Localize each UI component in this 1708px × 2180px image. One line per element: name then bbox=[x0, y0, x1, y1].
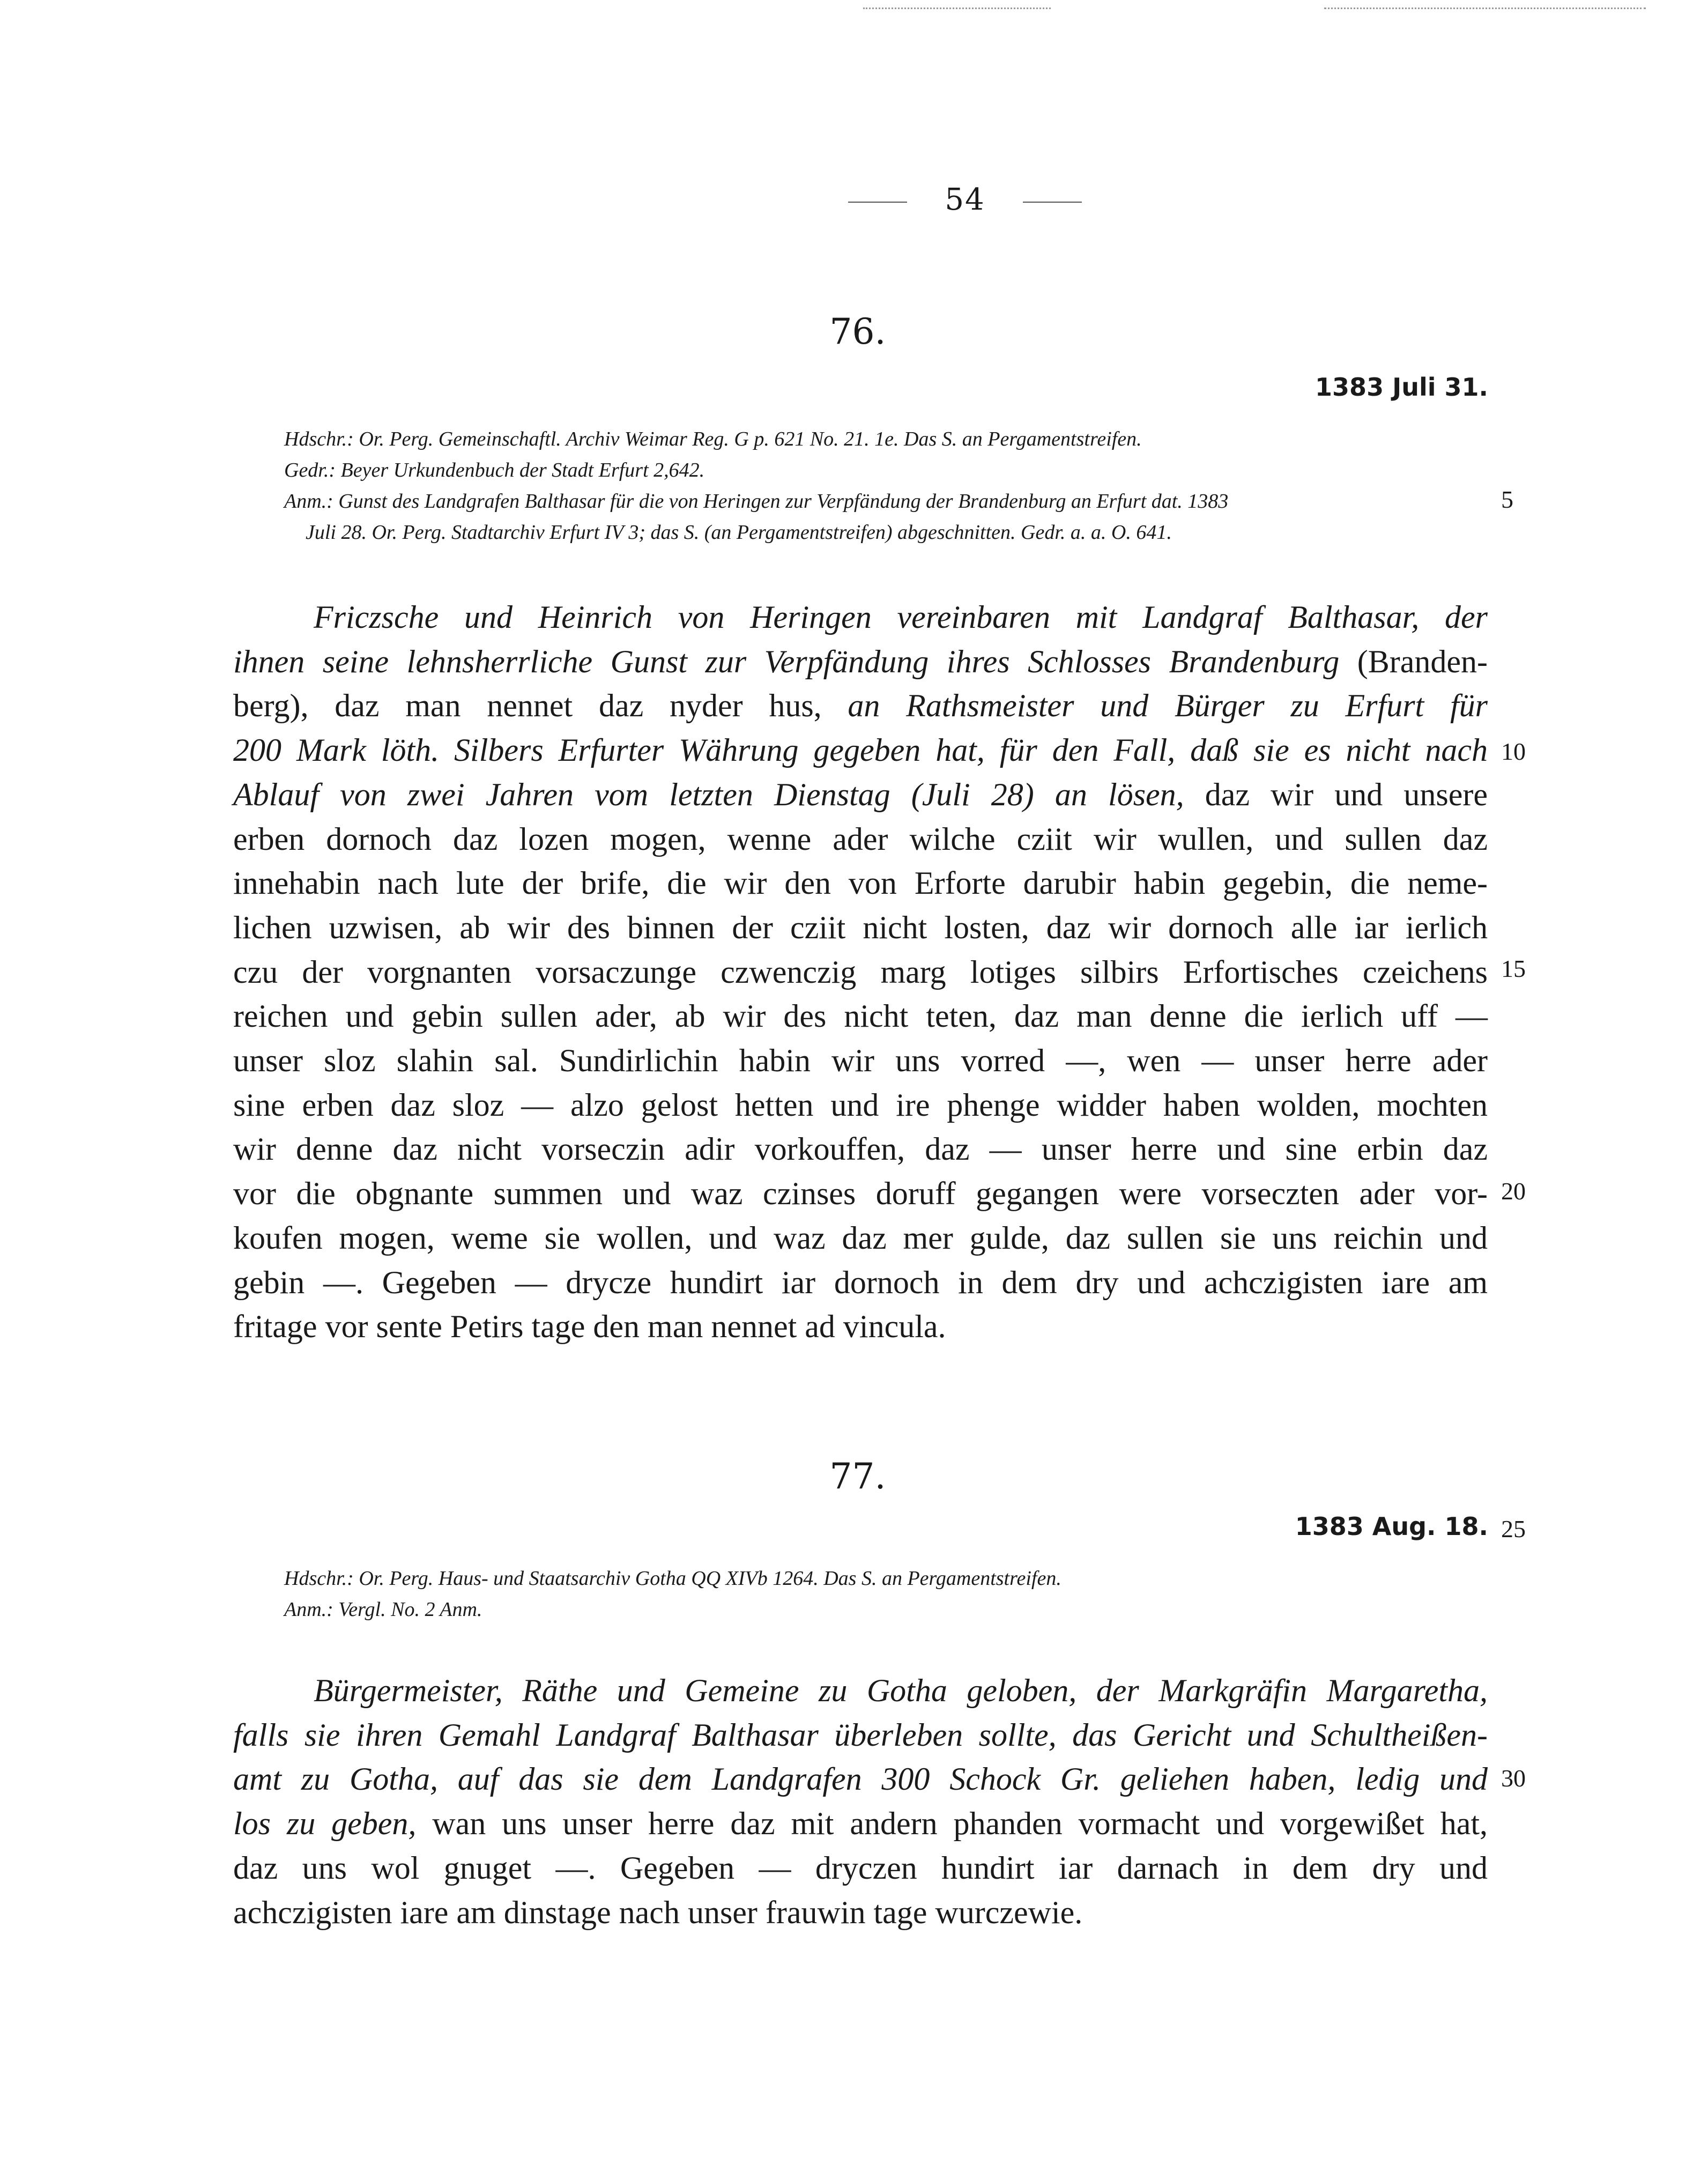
document-text bbox=[233, 595, 1488, 1349]
text-line bbox=[233, 861, 1488, 906]
source-text: wir denne daz nicht vorseczin adir vorkouffen, daz — unser herre und sine erbin daz bbox=[233, 1131, 1488, 1167]
apparatus-line: Hdschr.: Or. Perg. Haus- und Staatsarchiv Gotha QQ XIVb 1264. Das S. an Pergamentstreifen. bbox=[284, 1567, 1061, 1590]
apparatus-line: Gedr.: Beyer Urkundenbuch der Stadt Erfurt 2,642. bbox=[284, 459, 705, 481]
text-line bbox=[233, 1890, 1488, 1935]
source-text: erben dornoch daz lozen mogen, wenne ader wilche cziit wir wullen, und sullen daz bbox=[233, 821, 1488, 857]
text-line bbox=[233, 684, 1488, 728]
source-text: wan uns unser herre daz mit andern phanden vormacht und vorgewißet hat, bbox=[416, 1806, 1488, 1842]
summary-text: Bürgermeister, Räthe und Gemeine zu Gotha geloben, der Markgräfin Margaretha, bbox=[314, 1673, 1488, 1708]
source-text: reichen und gebin sullen ader, ab wir des nicht teten, daz man denne die ierlich uff — bbox=[233, 998, 1488, 1034]
text-line bbox=[233, 1127, 1488, 1171]
text-line bbox=[233, 1757, 1488, 1801]
source-text: unser sloz slahin sal. Sundirlichin habin wir uns vorred —, wen — unser herre ader bbox=[233, 1043, 1488, 1079]
text-line bbox=[233, 1669, 1488, 1713]
summary-text: an Rathsmeister und Bürger zu Erfurt für bbox=[848, 688, 1488, 724]
text-line bbox=[233, 906, 1488, 950]
text-line bbox=[233, 1713, 1488, 1758]
text-line bbox=[233, 817, 1488, 862]
document-text bbox=[233, 1669, 1488, 1934]
summary-text: Ablauf von zwei Jahren vom letzten Dienstag (Juli 28) an lösen, bbox=[233, 776, 1184, 812]
summary-text: amt zu Gotha, auf das sie dem Landgrafen 300 Schock Gr. geliehen haben, ledig und bbox=[233, 1761, 1488, 1797]
rule-left bbox=[848, 202, 907, 203]
top-edge-line bbox=[1324, 8, 1646, 9]
text-line bbox=[233, 1260, 1488, 1305]
document-date: 1383 Aug. 18. bbox=[1295, 1512, 1488, 1541]
document-number: 76. bbox=[829, 311, 886, 352]
text-line bbox=[233, 773, 1488, 817]
summary-text: 200 Mark löth. Silbers Erfurter Währung gegeben hat, für den Fall, daß sie es nicht nach bbox=[233, 732, 1488, 768]
apparatus-line: Anm.: Gunst des Landgrafen Balthasar für die von Heringen zur Verpfändung der Brandenburg an Erfurt dat. 1383 bbox=[284, 490, 1229, 513]
source-text: berg), daz man nennet daz nyder hus, bbox=[233, 688, 848, 724]
text-line bbox=[233, 1216, 1488, 1260]
source-text: (Branden- bbox=[1339, 643, 1488, 679]
margin-line-number: 20 bbox=[1501, 1177, 1526, 1205]
page-number-text: 54 bbox=[945, 182, 985, 217]
source-text: gebin —. Gegeben — drycze hundirt iar dornoch in dem dry und achczigisten iare am bbox=[233, 1264, 1488, 1300]
text-line bbox=[233, 1171, 1488, 1216]
summary-text: falls sie ihren Gemahl Landgraf Balthasar überleben sollte, das Gericht und Schultheißen- bbox=[233, 1717, 1488, 1753]
margin-line-number: 25 bbox=[1501, 1515, 1526, 1543]
source-text: sine erben daz sloz — alzo gelost hetten und ire phenge widder haben wolden, mochten bbox=[233, 1087, 1488, 1123]
text-line bbox=[233, 1039, 1488, 1083]
source-text: lichen uzwisen, ab wir des binnen der cziit nicht losten, daz wir dornoch alle iar ierlich bbox=[233, 909, 1488, 945]
margin-line-number: 15 bbox=[1501, 955, 1526, 982]
text-line bbox=[233, 950, 1488, 995]
text-line bbox=[233, 1304, 1488, 1349]
top-edge-line bbox=[863, 8, 1051, 9]
text-line bbox=[233, 1846, 1488, 1890]
source-text: koufen mogen, weme sie wollen, und waz daz mer gulde, daz sullen sie uns reichin und bbox=[233, 1220, 1488, 1256]
source-text: achczigisten iare am dinstage nach unser frauwin tage wurczewie. bbox=[233, 1894, 1083, 1930]
text-line bbox=[233, 728, 1488, 773]
source-text: daz wir und unsere bbox=[1184, 776, 1488, 812]
source-text: daz uns wol gnuget —. Gegeben — dryczen hundirt iar darnach in dem dry und bbox=[233, 1850, 1488, 1886]
source-text: czu der vorgnanten vorsaczunge czwenczig marg lotiges silbirs Erfortisches czeichens bbox=[233, 954, 1488, 990]
apparatus-line: Anm.: Vergl. No. 2 Anm. bbox=[284, 1598, 482, 1621]
document-date: 1383 Juli 31. bbox=[1315, 373, 1488, 402]
apparatus-line: Hdschr.: Or. Perg. Gemeinschaftl. Archiv Weimar Reg. G p. 621 No. 21. 1e. Das S. an Pergamentstreifen. bbox=[284, 428, 1142, 450]
text-line bbox=[233, 640, 1488, 684]
text-line bbox=[233, 595, 1488, 640]
critical-apparatus bbox=[284, 424, 1517, 548]
margin-line-number: 10 bbox=[1501, 738, 1526, 765]
text-line bbox=[233, 1801, 1488, 1846]
document-number: 77. bbox=[829, 1456, 886, 1497]
text-line bbox=[233, 994, 1488, 1039]
summary-text: Friczsche und Heinrich von Heringen vereinbaren mit Landgraf Balthasar, der bbox=[314, 599, 1488, 635]
text-line bbox=[233, 1083, 1488, 1128]
source-text: vor die obgnante summen und waz czinses doruff gegangen were vorseczten ader vor- bbox=[233, 1176, 1488, 1212]
margin-line-number: 30 bbox=[1501, 1764, 1526, 1792]
source-text: innehabin nach lute der brife, die wir den von Erforte darubir habin gegebin, die neme- bbox=[233, 865, 1488, 901]
page-number bbox=[724, 182, 1206, 217]
source-text: fritage vor sente Petirs tage den man nennet ad vincula. bbox=[233, 1309, 946, 1345]
summary-text: los zu geben, bbox=[233, 1806, 417, 1842]
apparatus-line: Juli 28. Or. Perg. Stadtarchiv Erfurt IV 3; das S. (an Pergamentstreifen) abgeschnitten. Gedr. a. a. O. 641. bbox=[306, 521, 1172, 544]
margin-line-number: 5 bbox=[1501, 486, 1513, 513]
rule-right bbox=[1023, 202, 1082, 203]
critical-apparatus bbox=[284, 1563, 1517, 1625]
summary-text: ihnen seine lehnsherrliche Gunst zur Verpfändung ihres Schlosses Brandenburg bbox=[233, 643, 1340, 679]
